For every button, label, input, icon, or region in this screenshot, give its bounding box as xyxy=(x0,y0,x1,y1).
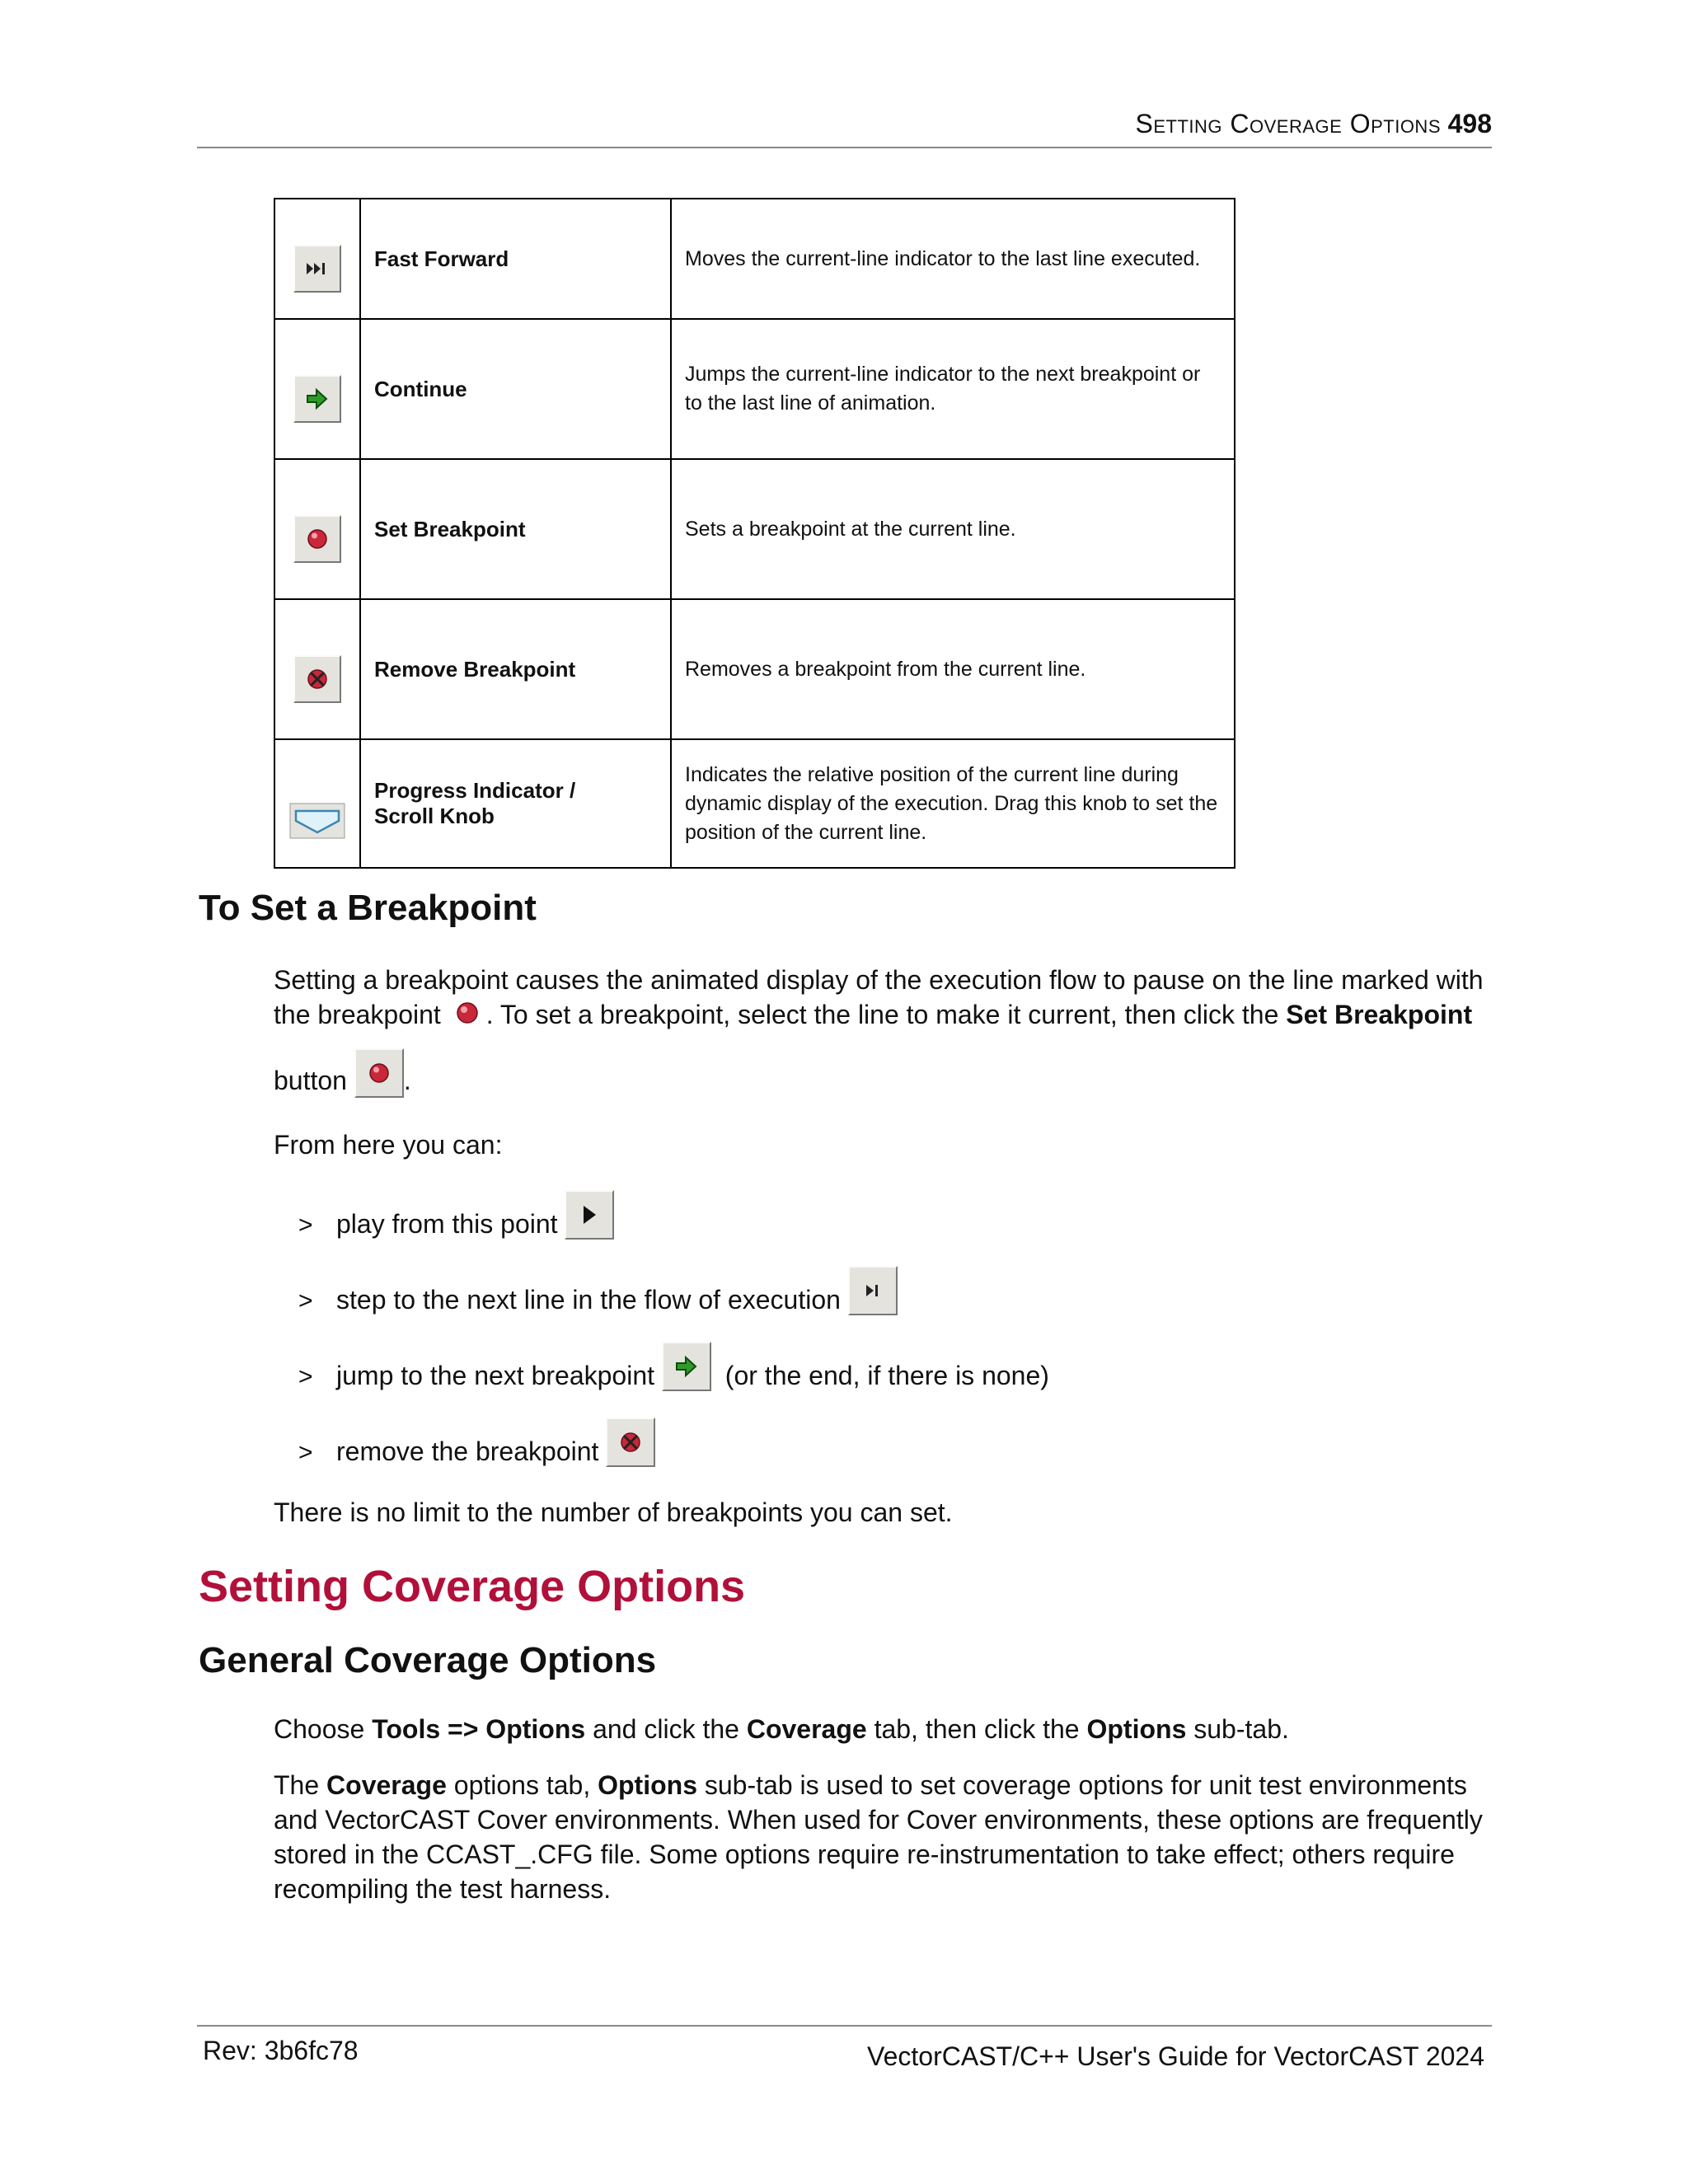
fast-forward-icon xyxy=(293,245,341,293)
continue-icon xyxy=(662,1342,711,1391)
set-breakpoint-icon xyxy=(293,515,341,563)
breakpoint-icon xyxy=(455,1001,480,1025)
page-header xyxy=(197,105,1492,148)
choose-paragraph: Choose Tools => Options and click the Coverage tab, then click the Options sub-tab. xyxy=(274,1714,1289,1744)
button-description: Moves the current-line indicator to the last line executed. xyxy=(671,199,1235,319)
remove-breakpoint-icon xyxy=(606,1418,655,1467)
section-heading-coverage: Setting Coverage Options xyxy=(199,1562,746,1611)
set-breakpoint-icon xyxy=(354,1048,404,1098)
page-number: 498 xyxy=(1447,109,1492,138)
guide-title: VectorCAST/C++ User's Guide for VectorCAST 2024 xyxy=(867,2041,1484,2071)
scroll-knob-icon xyxy=(289,803,345,843)
table-row xyxy=(274,599,1235,739)
breakpoint-paragraph: Setting a breakpoint causes the animated display of the execution flow to pause on the line marked with the breakpoint . To set a breakpoint, select the line to make it current, then click the Set Breakpoint xyxy=(274,965,1484,1029)
button-name: Remove Breakpoint xyxy=(360,599,671,739)
button-name: Fast Forward xyxy=(360,199,671,319)
list-item: > step to the next line in the flow of execution xyxy=(298,1266,898,1315)
table-row xyxy=(274,199,1235,319)
header-title: Setting Coverage Options xyxy=(1135,109,1441,138)
remove-breakpoint-icon xyxy=(293,655,341,703)
toolbar-button-table xyxy=(274,198,1236,869)
step-icon xyxy=(848,1266,898,1315)
from-here-text: From here you can: xyxy=(274,1130,503,1160)
button-description: Sets a breakpoint at the current line. xyxy=(671,459,1235,599)
button-description: Indicates the relative position of the current line during dynamic display of the execution. Drag this knob to set the position of the current line. xyxy=(671,739,1235,868)
button-description: Jumps the current-line indicator to the next breakpoint or to the last line of animation. xyxy=(671,319,1235,459)
table-row xyxy=(274,319,1235,459)
button-description: Removes a breakpoint from the current line. xyxy=(671,599,1235,739)
subheading-general-coverage: General Coverage Options xyxy=(199,1640,657,1680)
button-name: Continue xyxy=(360,319,671,459)
footer-rule xyxy=(197,2025,1492,2027)
table-row xyxy=(274,459,1235,599)
coverage-body-paragraph: The Coverage options tab, Options sub-tab is used to set coverage options for unit test environments and VectorCAST Cover environments. When used for Cover environments, these options are frequently stored in the CCAST_.CFG file. Some options require re-instrumentation to take effect; others require recompiling the test harness. xyxy=(274,1770,1483,1904)
play-icon xyxy=(565,1190,614,1240)
breakpoint-paragraph-end: button . xyxy=(274,1048,1502,1098)
revision-label: Rev: 3b6fc78 xyxy=(203,2036,359,2065)
button-name: Progress Indicator / Scroll Knob xyxy=(360,739,671,868)
section-heading-breakpoint: To Set a Breakpoint xyxy=(199,888,537,928)
list-item: > remove the breakpoint xyxy=(298,1418,655,1467)
breakpoint-limit-text: There is no limit to the number of breakpoints you can set. xyxy=(274,1497,953,1527)
button-name: Set Breakpoint xyxy=(360,459,671,599)
list-item: > play from this point xyxy=(298,1190,614,1240)
table-row xyxy=(274,739,1235,868)
continue-icon xyxy=(293,375,341,423)
list-item: > jump to the next breakpoint (or the end, if there is none) xyxy=(298,1342,1049,1391)
